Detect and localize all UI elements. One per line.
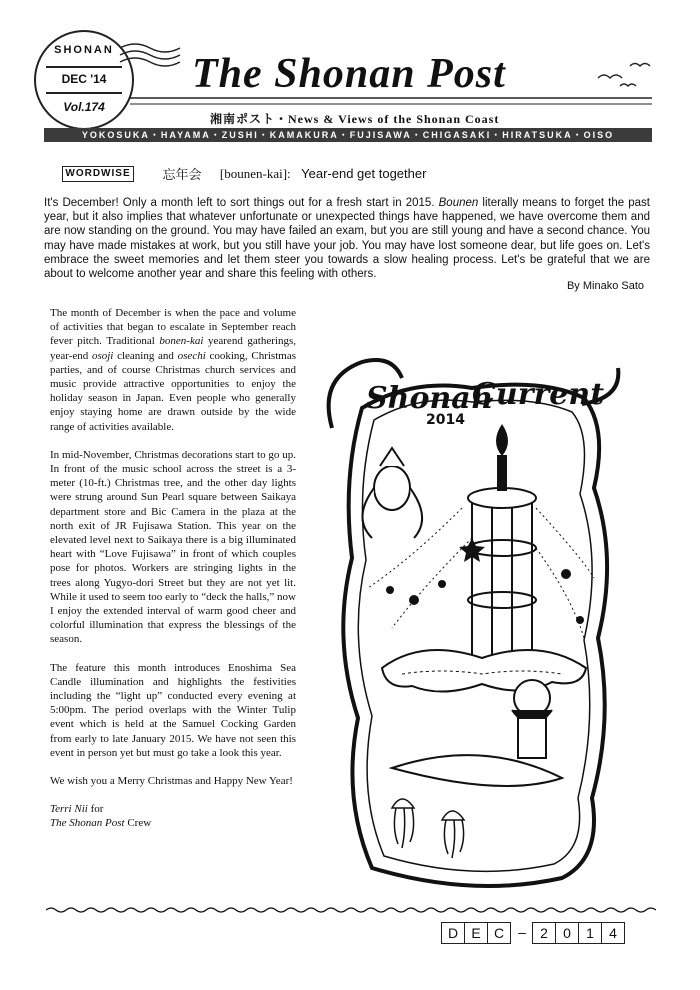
flame-icon: [496, 424, 508, 456]
signature-name: Terri Nii: [50, 803, 88, 816]
postmark-stamp: [34, 30, 134, 130]
seagull-icon: [598, 64, 650, 87]
signature: [50, 802, 296, 830]
term-italic: bonen-kai: [159, 335, 204, 348]
jellyfish-icon: [392, 799, 464, 858]
intro-term: Bounen: [438, 197, 479, 209]
term-italic: osechi: [177, 349, 206, 362]
stamp-divider: [46, 92, 122, 94]
article-paragraph: The feature this month introduces Enoshima Sea Candle illumination and highlights the festivities including the “light up” conducted every evening at 5:00pm. The period overlaps with the Winter Tulip event which is held at the Samuel Cocking Garden from early to late January 2015. We have not seen this event in person yet but must go take a look this year.: [50, 661, 296, 759]
illustration-year: 2014: [426, 412, 465, 428]
date-char: 4: [601, 922, 625, 944]
stamp-volume: Vol.174: [63, 100, 105, 114]
footer-wave-rule: [46, 904, 656, 916]
date-char: C: [487, 922, 511, 944]
santa-figure: [392, 680, 562, 786]
date-char: E: [464, 922, 488, 944]
wordwise-meaning: Year-end get together: [301, 166, 427, 181]
article-column: [50, 306, 296, 830]
illustration-title-shonan: Shonan: [366, 381, 493, 416]
intro-lead: It's December! Only a month left to sort things out for a fresh start in 2015.: [44, 197, 439, 209]
term-italic: osoji: [91, 349, 114, 362]
intro-text: literally means to forget the past year, but it also implies that whatever unfortunate or unexpected things have happened, we have overcome them and are now standing on the ground. You may have failed an exam, but you are still young and have a second chance. You may have made mistakes at work, but you still have your job. You may have lost someone dear, but life goes on. Let's embrace the sweet memories and let them steer you towards a slow healing process. Let's be grateful that we are about to welcome another year and share this feeling with others.: [44, 197, 650, 281]
text-run: cooking, Christmas parties, and of course Christmas church services and music provide attractive opportunities to enjoy the holiday season in Japan. Even people who generally enjoy staying home are drawn outside by the wide range of activities available.: [50, 349, 296, 433]
article-paragraph: We wish you a Merry Christmas and Happy New Year!: [50, 775, 293, 788]
stamp-divider: [46, 66, 122, 68]
text-run: for: [87, 803, 104, 816]
wordwise-row: [62, 164, 426, 183]
stamp-date: DEC '14: [61, 72, 107, 86]
town-list-strip: YOKOSUKA・HAYAMA・ZUSHI・KAMAKURA・FUJISAWA・CHIGASAKI・HIRATSUKA・OISO: [44, 128, 652, 142]
shonan-current-illustration: [322, 338, 628, 894]
wordwise-romaji: [bounen-kai]:: [219, 165, 291, 181]
illustration-title-current: Current: [472, 377, 605, 412]
masthead: [0, 0, 700, 150]
article-paragraph: [50, 306, 296, 434]
wordwise-badge: WORDWISE: [62, 166, 134, 182]
issue-date-box: [442, 922, 625, 944]
bird-icon: [362, 448, 422, 538]
byline: By Minako Sato: [566, 280, 644, 292]
stamp-top: SHONAN: [54, 44, 114, 56]
date-char: 0: [555, 922, 579, 944]
text-run: cleaning and: [113, 349, 178, 362]
text-run: Crew: [124, 817, 152, 830]
newspaper-title: The Shonan Post: [192, 51, 506, 97]
signature-publication: The Shonan Post: [50, 817, 125, 830]
date-char: D: [441, 922, 465, 944]
text-run: The month of December is when the pace and volume of activities that began to escalate in September reach fever pitch. Traditional: [50, 307, 296, 348]
newspaper-subtitle: 湘南ポスト・News & Views of the Shonan Coast: [210, 112, 500, 126]
wordwise-japanese: 忘年会: [162, 167, 202, 182]
article-paragraph: In mid-November, Christmas decorations start to go up. In front of the music school across the street is a 3-meter (10-ft.) Christmas tree, and the other day lights were strung around Sun Pearl square between Saikaya department store and Bic Camera in the plaza at the north exit of JR Fujisawa Station. This year on the elevated level next to Saikaya there is a big illuminated heart with “Love Fujisawa” in front of which couples pose for photos. Workers are stringing lights in the trees along Yugyo-dori Street but they are not yet lit. While it used to seem too early to “deck the halls,” now I enjoy the extended interval of warm good cheer and colorful illumination that express the blessings of the season.: [50, 448, 296, 646]
date-char: 2: [532, 922, 556, 944]
text-run: yearend gatherings, year-end: [50, 335, 296, 362]
date-char: 1: [578, 922, 602, 944]
date-dash: –: [518, 924, 526, 940]
intro-paragraph: [44, 196, 650, 281]
